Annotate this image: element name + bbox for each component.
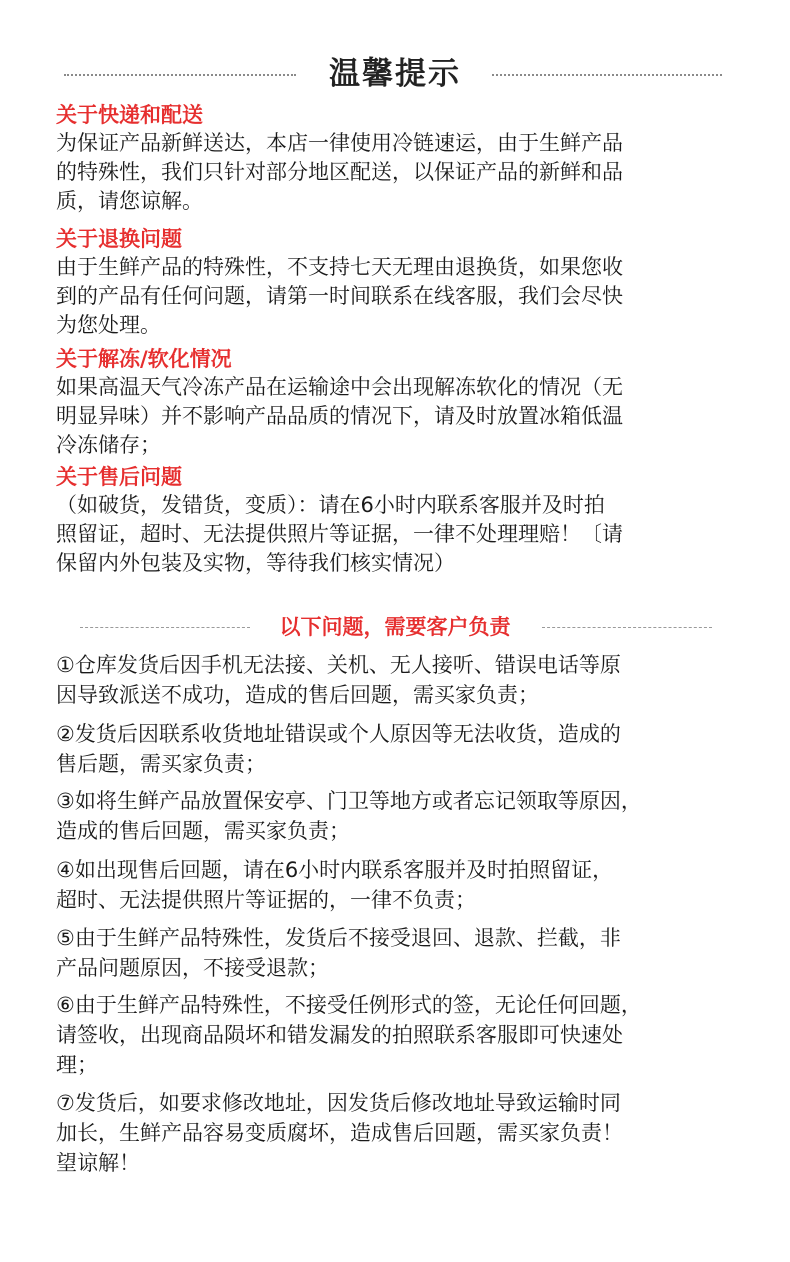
subtitle-row xyxy=(0,612,790,642)
item-line: 因导致派送不成功，造成的售后回题，需买家负责； xyxy=(56,683,539,707)
body-line: 保留内外包装及实物，等待我们核实情况） xyxy=(56,551,455,575)
body-line: 到的产品有任何问题，请第一时间联系在线客服，我们会尽快 xyxy=(56,284,623,308)
subtitle-divider-right xyxy=(542,627,712,628)
section-body xyxy=(56,253,746,340)
body-line: 的特殊性，我们只针对部分地区配送，以保证产品的新鲜和品 xyxy=(56,160,623,184)
body-line: （如破货，发错货，变质）：请在6小时内联系客服并及时拍 xyxy=(56,493,605,517)
section-thawing xyxy=(56,346,746,460)
section-delivery xyxy=(56,102,746,216)
item-line: 售后题，需买家负责； xyxy=(56,752,266,776)
item-line: 望谅解！ xyxy=(56,1151,140,1175)
list-item xyxy=(56,719,756,779)
body-line: 为您处理。 xyxy=(56,313,161,337)
body-line: 冷冻储存； xyxy=(56,433,161,457)
title-divider-right xyxy=(492,74,722,76)
section-heading: 关于快递和配送 xyxy=(56,103,203,127)
item-line: ⑦发货后，如要求修改地址，因发货后修改地址导致运输时同 xyxy=(56,1091,621,1115)
section-returns xyxy=(56,226,746,340)
list-item xyxy=(56,1088,756,1178)
body-line: 如果高温天气冷冻产品在运输途中会出现解冻软化的情况（无 xyxy=(56,375,623,399)
body-line: 为保证产品新鲜送达，本店一律使用冷链速运，由于生鲜产品 xyxy=(56,131,623,155)
list-item xyxy=(56,855,756,915)
section-after-sales xyxy=(56,464,746,578)
section-body xyxy=(56,129,746,216)
item-line: 请签收，出现商品陨坏和错发漏发的拍照联系客服即可快速处 xyxy=(56,1023,623,1047)
item-line: ⑥由于生鲜产品特殊性，不接受任例形式的签，无论任何回题， xyxy=(56,993,642,1017)
body-line: 由于生鲜产品的特殊性，不支持七天无理由退换货，如果您收 xyxy=(56,255,623,279)
list-item xyxy=(56,650,756,710)
section-heading: 关于售后问题 xyxy=(56,465,182,489)
list-item xyxy=(56,786,756,846)
body-line: 照留证，超时、无法提供照片等证据，一律不处理理赔！〔请 xyxy=(56,522,623,546)
list-item xyxy=(56,923,756,983)
item-line: ③如将生鲜产品放置保安亭、门卫等地方或者忘记领取等原因， xyxy=(56,789,642,813)
item-line: 造成的售后回题，需买家负责； xyxy=(56,819,350,843)
title-row xyxy=(0,52,790,96)
section-heading: 关于退换问题 xyxy=(56,227,182,251)
item-line: 超时、无法提供照片等证据的，一律不负责； xyxy=(56,888,476,912)
section-body xyxy=(56,491,746,578)
subtitle: 以下问题，需要客户负责 xyxy=(279,615,511,639)
item-line: ⑤由于生鲜产品特殊性，发货后不接受退回、退款、拦截，非 xyxy=(56,926,621,950)
page-title: 温馨提示 xyxy=(329,56,461,92)
item-line: ①仓库发货后因手机无法接、关机、无人接听、错误电话等原 xyxy=(56,653,621,677)
section-heading: 关于解冻/软化情况 xyxy=(56,347,232,371)
item-line: 理； xyxy=(56,1053,98,1077)
item-line: 加长，生鲜产品容易变质腐坏，造成售后回题，需买家负责！ xyxy=(56,1121,623,1145)
body-line: 明显异味）并不影响产品品质的情况下，请及时放置冰箱低温 xyxy=(56,404,623,428)
list-item xyxy=(56,990,756,1080)
item-line: ④如出现售后回题，请在6小时内联系客服并及时拍照留证， xyxy=(56,858,614,882)
item-line: 产品问题原因，不接受退款； xyxy=(56,956,329,980)
item-line: ②发货后因联系收货地址错误或个人原因等无法收货，造成的 xyxy=(56,722,621,746)
section-body xyxy=(56,373,746,460)
body-line: 质，请您谅解。 xyxy=(56,189,203,213)
